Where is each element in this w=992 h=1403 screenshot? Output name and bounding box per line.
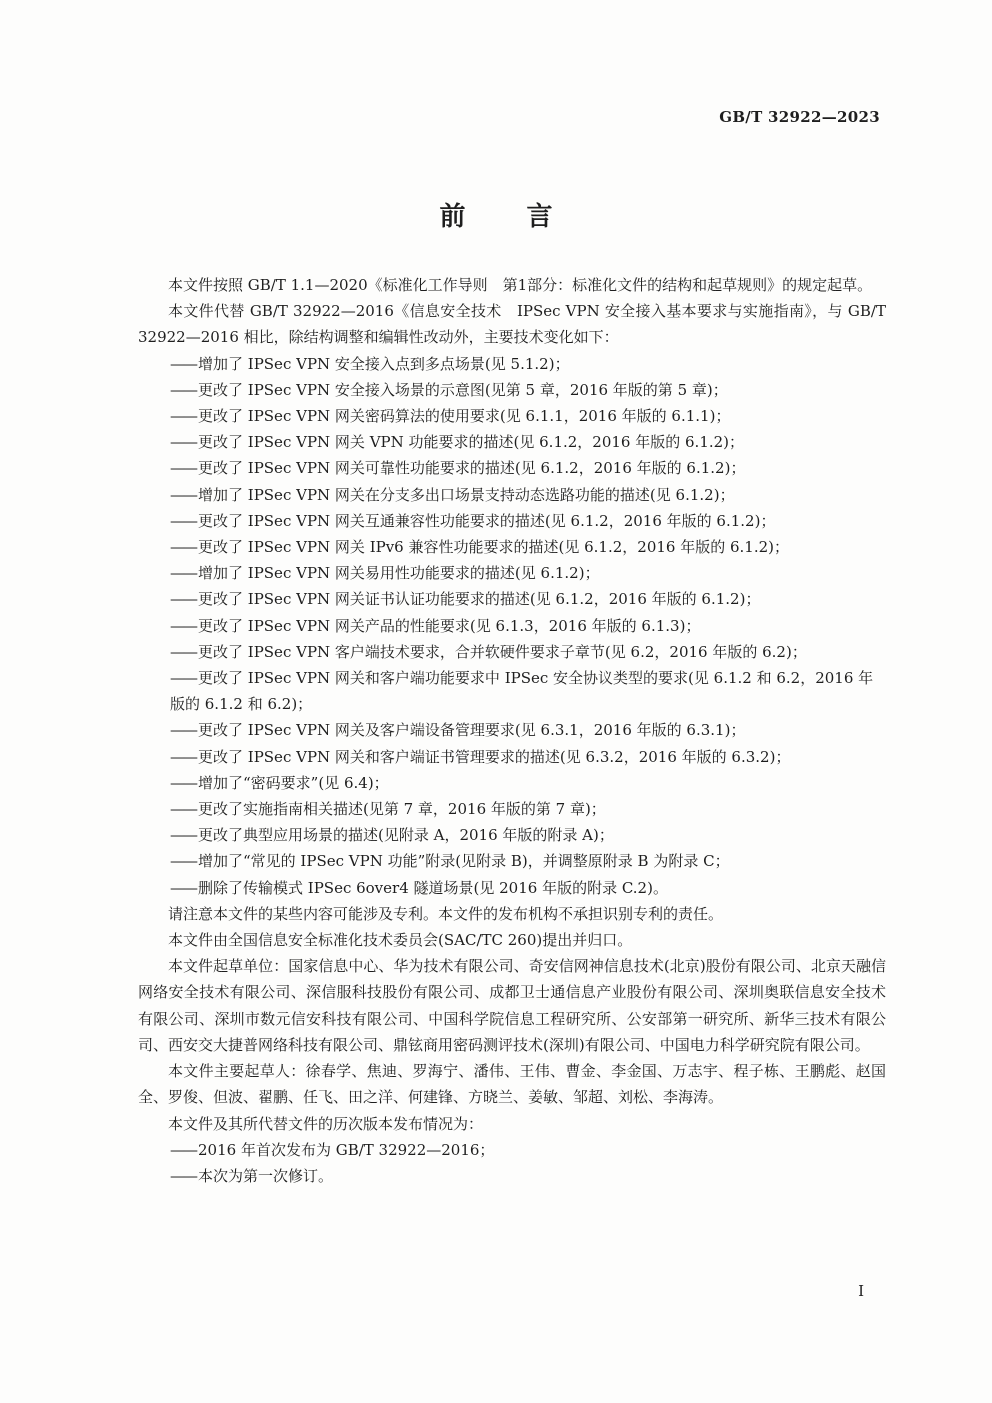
dash-marker: ——	[170, 459, 196, 478]
paragraph-history-intro: 本文件及其所代替文件的历次版本发布情况为：	[168, 1114, 484, 1133]
change-item: —— 更改了 IPSec VPN 网关可靠性功能要求的描述(见 6.1.2，2016 年版的 6.1.2)；	[170, 459, 746, 478]
dash-marker: ——	[170, 616, 196, 635]
dash-marker: ——	[170, 878, 196, 897]
paragraph-drafters: 本文件主要起草人：徐春学、焦迪、罗海宁、潘伟、王伟、曹金、李金国、万志宇、程子栋、王鹏彪、赵国全、罗俊、但波、翟鹏、任飞、田之洋、何建锋、方晓兰、姜敏、邹超、刘松、李海涛。	[138, 1062, 886, 1107]
dash-marker: ——	[170, 1166, 196, 1185]
paragraph-drafting-rule: 本文件按照 GB/T 1.1—2020《标准化工作导则 第1部分：标准化文件的结构和起草规则》的规定起草。	[168, 276, 873, 294]
dash-marker: ——	[170, 433, 196, 452]
page-number: I	[858, 1282, 864, 1300]
change-item: —— 更改了 IPSec VPN 网关证书认证功能要求的描述(见 6.1.2，2016 年版的 6.1.2)；	[170, 590, 761, 609]
change-item: —— 增加了“密码要求”(见 6.4)；	[170, 773, 389, 792]
change-item: —— 更改了实施指南相关描述(见第 7 章，2016 年版的第 7 章)；	[170, 800, 606, 819]
change-item: —— 更改了 IPSec VPN 网关和客户端证书管理要求的描述(见 6.3.2，2016 年版的 6.3.2)；	[170, 747, 791, 766]
change-item: —— 增加了 IPSec VPN 安全接入点到多点场景(见 5.1.2)；	[170, 354, 570, 373]
dash-marker: ——	[170, 590, 196, 609]
change-item: —— 更改了 IPSec VPN 客户端技术要求，合并软硬件要求子章节(见 6.2，2016 年版的 6.2)；	[170, 642, 807, 661]
dash-marker: ——	[170, 721, 196, 740]
dash-marker: ——	[170, 642, 196, 661]
change-item: —— 增加了“常见的 IPSec VPN 功能”附录(见附录 B)，并调整原附录 B 为附录 C；	[170, 852, 730, 871]
history-item: —— 2016 年首次发布为 GB/T 32922—2016；	[170, 1140, 495, 1159]
dash-marker: ——	[170, 564, 196, 583]
change-item: —— 增加了 IPSec VPN 网关在分支多出口场景支持动态选路功能的描述(见 6.1.2)；	[170, 485, 735, 504]
change-item: —— 更改了 IPSec VPN 安全接入场景的示意图(见第 5 章，2016 年版的第 5 章)；	[170, 380, 728, 399]
dash-marker: ——	[170, 773, 196, 792]
dash-marker: ——	[170, 826, 196, 845]
change-item: —— 更改了 IPSec VPN 网关 IPv6 兼容性功能要求的描述(见 6.1.2，2016 年版的 6.1.2)；	[170, 538, 790, 557]
dash-marker: ——	[170, 407, 196, 426]
change-item: —— 更改了典型应用场景的描述(见附录 A，2016 年版的附录 A)；	[170, 826, 614, 845]
dash-marker: ——	[170, 1140, 196, 1159]
change-item: —— 更改了 IPSec VPN 网关互通兼容性功能要求的描述(见 6.1.2，2016 年版的 6.1.2)；	[170, 511, 776, 530]
change-item: —— 更改了 IPSec VPN 网关 VPN 功能要求的描述(见 6.1.2，2016 年版的 6.1.2)；	[170, 433, 745, 452]
paragraph-replacement: 本文件代替 GB/T 32922—2016《信息安全技术 IPSec VPN 安全接入基本要求与实施指南》，与 GB/T 32922—2016 相比，除结构调整和编辑性改动外，主要技术变化如下：	[138, 302, 886, 347]
dash-marker: ——	[170, 380, 196, 399]
change-item: —— 删除了传输模式 IPSec 6over4 隧道场景(见 2016 年版的附录 C.2)。	[170, 878, 668, 897]
history-item: —— 本次为第一次修订。	[170, 1166, 334, 1185]
paragraph-proposer: 本文件由全国信息安全标准化技术委员会(SAC/TC 260)提出并归口。	[168, 931, 633, 950]
changes-list	[138, 351, 886, 901]
change-item: —— 更改了 IPSec VPN 网关和客户端功能要求中 IPSec 安全协议类型的要求(见 6.1.2 和 6.2，2016 年版的 6.1.2 和 6.2)；	[170, 669, 874, 714]
dash-marker: ——	[170, 747, 196, 766]
history-list	[138, 1137, 886, 1189]
change-item: —— 更改了 IPSec VPN 网关密码算法的使用要求(见 6.1.1，2016 年版的 6.1.1)；	[170, 407, 731, 426]
change-item: —— 更改了 IPSec VPN 网关产品的性能要求(见 6.1.3，2016 年版的 6.1.3)；	[170, 616, 701, 635]
page-title: 前 言	[439, 202, 579, 232]
dash-marker: ——	[170, 800, 196, 819]
dash-marker: ——	[170, 538, 196, 557]
paragraph-patent-notice: 请注意本文件的某些内容可能涉及专利。本文件的发布机构不承担识别专利的责任。	[168, 904, 724, 923]
paragraph-drafting-units: 本文件起草单位：国家信息中心、华为技术有限公司、奇安信网神信息技术(北京)股份有限公司、北京天融信网络安全技术有限公司、深信服科技股份有限公司、成都卫士通信息产业股份有限公司、深圳奥联信息安全技术有限公司、深圳市数元信安科技有限公司、中国科学院信息工程研究所、公安部第一研究所、新华三技术有限公司、西安交大捷普网络科技有限公司、鼎铉商用密码测评技术(深圳)有限公司、中国电力科学研究院有限公司。	[138, 957, 886, 1054]
change-item: —— 增加了 IPSec VPN 网关易用性功能要求的描述(见 6.1.2)；	[170, 564, 600, 583]
dash-marker: ——	[170, 852, 196, 871]
dash-marker: ——	[170, 511, 196, 530]
standard-code: GB/T 32922—2023	[719, 108, 880, 126]
dash-marker: ——	[170, 485, 196, 504]
change-item: —— 更改了 IPSec VPN 网关及客户端设备管理要求(见 6.3.1，2016 年版的 6.3.1)；	[170, 721, 746, 740]
dash-marker: ——	[170, 354, 196, 373]
dash-marker: ——	[170, 669, 196, 688]
body-text	[138, 272, 886, 1189]
